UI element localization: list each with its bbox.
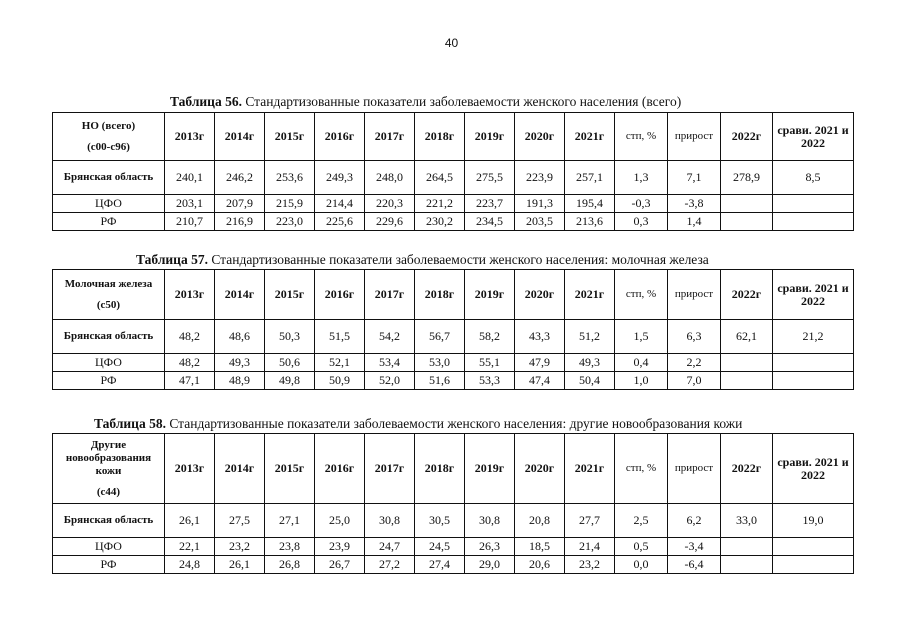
table-cell: 23,2 (565, 556, 615, 574)
table-cell: 1,5 (615, 320, 668, 354)
table-cell: 19,0 (773, 504, 854, 538)
table-cell: 50,9 (315, 372, 365, 390)
table-cell (721, 372, 773, 390)
row-label: РФ (53, 556, 165, 574)
table-cell: 56,7 (415, 320, 465, 354)
table-cell: 248,0 (365, 161, 415, 195)
table-cell: 1,0 (615, 372, 668, 390)
table-cell: 246,2 (215, 161, 265, 195)
table-cell: 49,3 (565, 354, 615, 372)
column-header: 2015г (265, 113, 315, 161)
column-header: 2020г (515, 270, 565, 320)
table-cell: 27,4 (415, 556, 465, 574)
table-cell: 216,9 (215, 213, 265, 231)
table-cell: 253,6 (265, 161, 315, 195)
row-label: ЦФО (53, 538, 165, 556)
table-cell: 0,5 (615, 538, 668, 556)
table-cell: 49,3 (215, 354, 265, 372)
data-table (52, 112, 854, 231)
column-header: 2015г (265, 270, 315, 320)
table-cell: 203,1 (165, 195, 215, 213)
column-header: 2018г (415, 113, 465, 161)
table-header-row (53, 270, 854, 320)
column-header: 2022г (721, 270, 773, 320)
column-header: 2018г (415, 434, 465, 504)
table-cell: 223,0 (265, 213, 315, 231)
table-cell: 215,9 (265, 195, 315, 213)
table-cell: 230,2 (415, 213, 465, 231)
column-header: 2017г (365, 434, 415, 504)
table-cell: 21,2 (773, 320, 854, 354)
row-label: Брянская область (53, 320, 165, 354)
table-row (53, 213, 854, 231)
column-header: 2014г (215, 113, 265, 161)
table-cell: 55,1 (465, 354, 515, 372)
table-cell: 234,5 (465, 213, 515, 231)
table-cell: 7,0 (668, 372, 721, 390)
table-cell: 51,5 (315, 320, 365, 354)
table-header-row (53, 113, 854, 161)
table-cell: 48,9 (215, 372, 265, 390)
table-cell: 2,2 (668, 354, 721, 372)
table-cell: 20,8 (515, 504, 565, 538)
table-cell: 18,5 (515, 538, 565, 556)
table-caption: Таблица 58. Стандартизованные показатели заболеваемости женского населения: другие новообразования кожи (94, 416, 743, 431)
column-header: 2013г (165, 113, 215, 161)
table-cell: 62,1 (721, 320, 773, 354)
table-cell: 51,6 (415, 372, 465, 390)
column-header: 2014г (215, 434, 265, 504)
table-cell: 264,5 (415, 161, 465, 195)
table-cell: 48,6 (215, 320, 265, 354)
column-header: 2021г (565, 270, 615, 320)
table-row (53, 504, 854, 538)
table-cell: 23,8 (265, 538, 315, 556)
page-number: 40 (444, 36, 459, 50)
row-label: ЦФО (53, 354, 165, 372)
table-row (53, 538, 854, 556)
table-cell: 24,8 (165, 556, 215, 574)
column-header: 2016г (315, 434, 365, 504)
table-cell: 210,7 (165, 213, 215, 231)
table-row (53, 372, 854, 390)
table-cell: 278,9 (721, 161, 773, 195)
table-cell: 50,3 (265, 320, 315, 354)
column-header: срави. 2021 и 2022 (773, 270, 854, 320)
table-cell: 207,9 (215, 195, 265, 213)
table-cell (773, 195, 854, 213)
table-cell: 30,5 (415, 504, 465, 538)
table-cell (773, 538, 854, 556)
table-cell: 229,6 (365, 213, 415, 231)
table-cell: 24,5 (415, 538, 465, 556)
column-header: стп, % (615, 113, 668, 161)
table-row (53, 161, 854, 195)
column-header: 2021г (565, 113, 615, 161)
table-cell: 225,6 (315, 213, 365, 231)
column-header: 2022г (721, 113, 773, 161)
column-header: 2014г (215, 270, 265, 320)
table-cell (721, 538, 773, 556)
table-cell: 21,4 (565, 538, 615, 556)
table-cell: 223,9 (515, 161, 565, 195)
table-cell: 50,6 (265, 354, 315, 372)
table-cell: 52,0 (365, 372, 415, 390)
table-cell (721, 556, 773, 574)
table-cell: -0,3 (615, 195, 668, 213)
column-header: 2018г (415, 270, 465, 320)
table-cell: 30,8 (465, 504, 515, 538)
table-cell: 47,9 (515, 354, 565, 372)
column-header: стп, % (615, 270, 668, 320)
table-cell: 1,4 (668, 213, 721, 231)
table-row (53, 354, 854, 372)
column-header: 2013г (165, 270, 215, 320)
column-header: прирост (668, 434, 721, 504)
table-cell (721, 213, 773, 231)
table-cell: 0,3 (615, 213, 668, 231)
column-header: 2020г (515, 113, 565, 161)
first-column-header: Другие новообразования кожи (с44) (53, 434, 165, 504)
column-header: 2021г (565, 434, 615, 504)
row-label: РФ (53, 372, 165, 390)
table-cell: 49,8 (265, 372, 315, 390)
table-cell: 48,2 (165, 320, 215, 354)
column-header: 2020г (515, 434, 565, 504)
table-cell: 214,4 (315, 195, 365, 213)
table-cell: 50,4 (565, 372, 615, 390)
table-cell: 6,3 (668, 320, 721, 354)
table-cell: 26,1 (215, 556, 265, 574)
column-header: 2022г (721, 434, 773, 504)
column-header: 2019г (465, 113, 515, 161)
table-cell: 8,5 (773, 161, 854, 195)
table-cell: 23,9 (315, 538, 365, 556)
table-cell (721, 354, 773, 372)
table-cell: 25,0 (315, 504, 365, 538)
table-cell: 52,1 (315, 354, 365, 372)
table-cell (773, 354, 854, 372)
table-cell: 220,3 (365, 195, 415, 213)
table-caption: Таблица 56. Стандартизованные показатели заболеваемости женского населения (всего) (170, 94, 682, 109)
table-cell: 249,3 (315, 161, 365, 195)
table-cell: 203,5 (515, 213, 565, 231)
table-cell: 275,5 (465, 161, 515, 195)
table-caption: Таблица 57. Стандартизованные показатели заболеваемости женского населения: молочная железа (136, 252, 709, 267)
table-cell (773, 213, 854, 231)
table-cell: -6,4 (668, 556, 721, 574)
table-cell: 191,3 (515, 195, 565, 213)
table-cell: 53,0 (415, 354, 465, 372)
column-header: срави. 2021 и 2022 (773, 113, 854, 161)
table-cell: 6,2 (668, 504, 721, 538)
column-header: 2017г (365, 113, 415, 161)
table-cell: 240,1 (165, 161, 215, 195)
table-cell: 53,3 (465, 372, 515, 390)
table-cell: 47,1 (165, 372, 215, 390)
table-row (53, 320, 854, 354)
row-label: ЦФО (53, 195, 165, 213)
row-label: Брянская область (53, 161, 165, 195)
table-cell: 26,1 (165, 504, 215, 538)
table-cell: 223,7 (465, 195, 515, 213)
table-cell: 48,2 (165, 354, 215, 372)
table-cell (773, 556, 854, 574)
table-row (53, 556, 854, 574)
table-cell: 27,2 (365, 556, 415, 574)
table-cell: 23,2 (215, 538, 265, 556)
table-cell: 27,1 (265, 504, 315, 538)
column-header: стп, % (615, 434, 668, 504)
table-cell: 2,5 (615, 504, 668, 538)
table-cell: 26,3 (465, 538, 515, 556)
first-column-header: Молочная железа (с50) (53, 270, 165, 320)
column-header: прирост (668, 113, 721, 161)
table-cell: 30,8 (365, 504, 415, 538)
column-header: 2017г (365, 270, 415, 320)
table-cell: 53,4 (365, 354, 415, 372)
table-cell: 24,7 (365, 538, 415, 556)
table-cell: 20,6 (515, 556, 565, 574)
column-header: прирост (668, 270, 721, 320)
table-cell: 195,4 (565, 195, 615, 213)
table-cell: 29,0 (465, 556, 515, 574)
column-header: 2015г (265, 434, 315, 504)
table-cell: 26,8 (265, 556, 315, 574)
table-cell: 257,1 (565, 161, 615, 195)
table-cell: 47,4 (515, 372, 565, 390)
column-header: 2016г (315, 113, 365, 161)
table-cell: 0,0 (615, 556, 668, 574)
column-header: 2013г (165, 434, 215, 504)
table-row (53, 195, 854, 213)
table-cell: 27,5 (215, 504, 265, 538)
table-cell: 22,1 (165, 538, 215, 556)
row-label: РФ (53, 213, 165, 231)
table-header-row (53, 434, 854, 504)
table-cell: 51,2 (565, 320, 615, 354)
table-cell: -3,8 (668, 195, 721, 213)
table-cell (721, 195, 773, 213)
table-cell (773, 372, 854, 390)
table-cell: 26,7 (315, 556, 365, 574)
table-cell: 213,6 (565, 213, 615, 231)
column-header: 2019г (465, 270, 515, 320)
table-cell: 33,0 (721, 504, 773, 538)
column-header: срави. 2021 и 2022 (773, 434, 854, 504)
column-header: 2016г (315, 270, 365, 320)
row-label: Брянская область (53, 504, 165, 538)
table-cell: 7,1 (668, 161, 721, 195)
column-header: 2019г (465, 434, 515, 504)
table-cell: 43,3 (515, 320, 565, 354)
table-cell: 1,3 (615, 161, 668, 195)
table-cell: 27,7 (565, 504, 615, 538)
data-table (52, 269, 854, 390)
table-cell: -3,4 (668, 538, 721, 556)
table-cell: 221,2 (415, 195, 465, 213)
table-cell: 0,4 (615, 354, 668, 372)
table-cell: 54,2 (365, 320, 415, 354)
data-table (52, 433, 854, 574)
table-cell: 58,2 (465, 320, 515, 354)
first-column-header: НО (всего) (с00-с96) (53, 113, 165, 161)
